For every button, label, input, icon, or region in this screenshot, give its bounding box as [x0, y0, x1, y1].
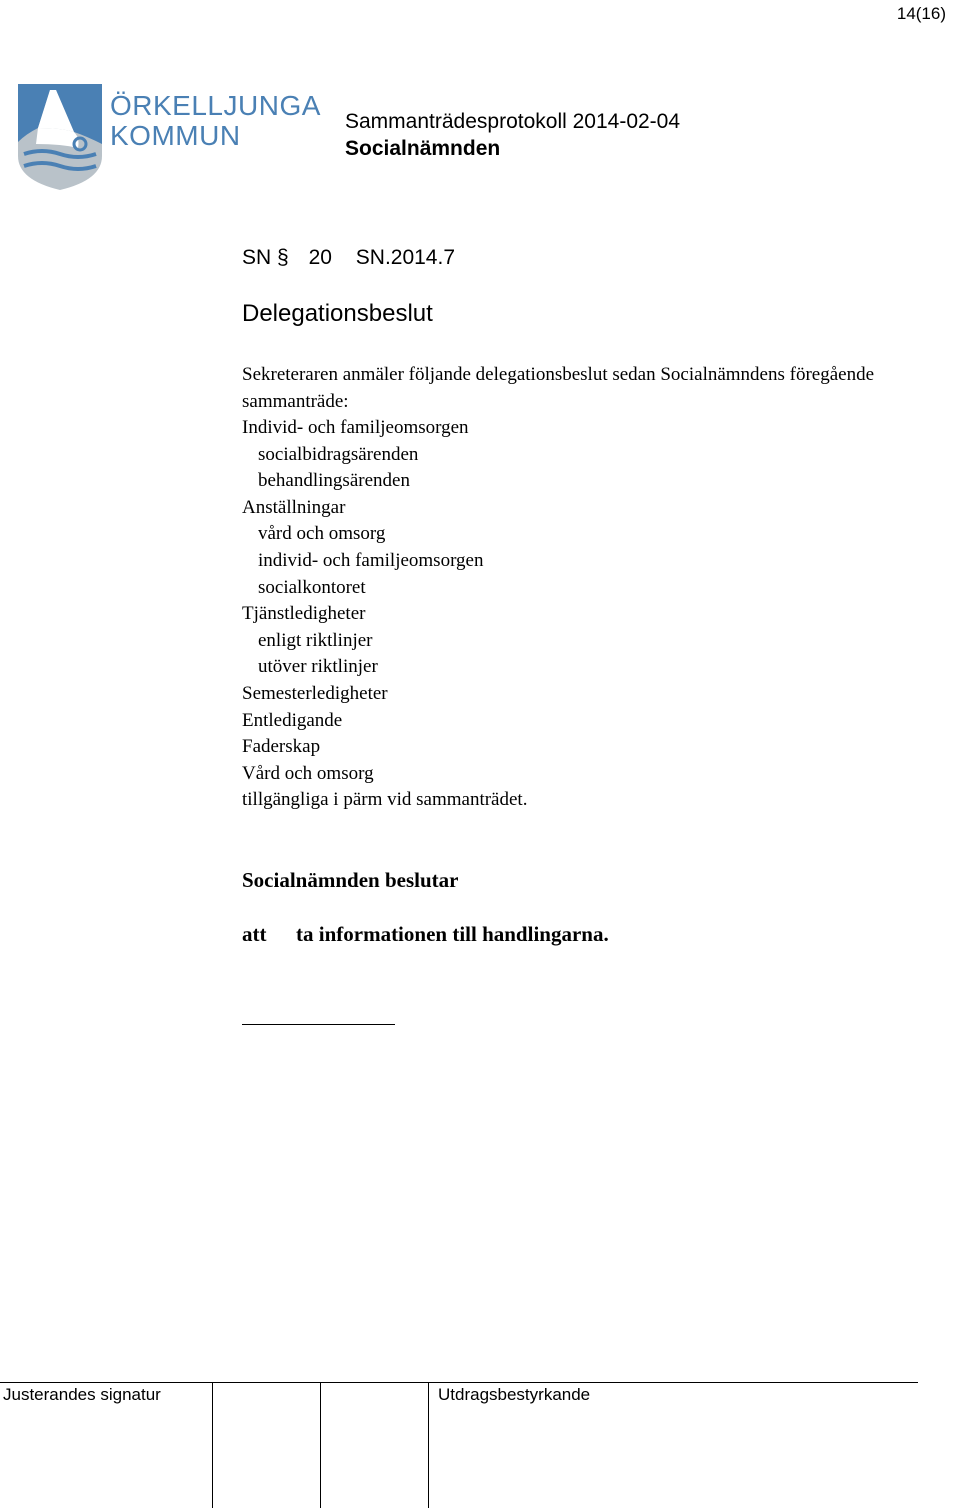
list-item: tillgängliga i pärm vid sammanträdet. — [242, 789, 528, 811]
case-prefix: SN — [242, 246, 272, 269]
decision — [242, 922, 609, 947]
list-item: individ- och familjeomsorgen — [258, 549, 484, 571]
decision-text: ta informationen till handlingarna. — [296, 922, 609, 946]
divider — [242, 1024, 395, 1025]
logo-text-line1: ÖRKELLJUNGA — [110, 90, 321, 121]
list-item: vård och omsorg — [258, 523, 386, 545]
list-item: enligt riktlinjer — [258, 629, 373, 651]
case-reference — [242, 246, 455, 270]
case-id: SN.2014.7 — [355, 246, 456, 269]
signature-box-divider — [320, 1382, 321, 1508]
protocol-title: Sammanträdesprotokoll 2014-02-04 — [345, 110, 681, 133]
delegation-list — [242, 415, 527, 814]
section-symbol: § — [277, 246, 289, 269]
list-item: utöver riktlinjer — [258, 656, 378, 678]
intro-text: Sekreteraren anmäler följande delegationsbeslut sedan Socialnämndens föregående sammanträde: — [242, 364, 875, 412]
decision-heading: Socialnämnden beslutar — [242, 868, 459, 892]
list-item: Entledigande — [242, 709, 343, 731]
section-heading: Delegationsbeslut — [242, 300, 433, 327]
list-item: Tjänstledigheter — [242, 603, 366, 625]
list-item: Anställningar — [242, 496, 346, 518]
list-item: Semesterledigheter — [242, 682, 388, 704]
list-item: Individ- och familjeomsorgen — [242, 417, 469, 438]
committee-name: Socialnämnden — [345, 137, 501, 160]
certification-label: Utdragsbestyrkande — [438, 1385, 591, 1404]
municipality-logo — [16, 84, 102, 190]
list-item: socialkontoret — [258, 576, 366, 598]
signature-box-divider — [428, 1382, 429, 1508]
list-item: socialbidragsärenden — [258, 443, 419, 465]
list-item: Vård och omsorg — [242, 762, 374, 784]
signature-label: Justerandes signatur — [3, 1385, 161, 1404]
page-number: 14(16) — [896, 4, 946, 23]
signature-box-divider — [212, 1382, 213, 1508]
list-item: behandlingsärenden — [258, 470, 410, 492]
footer-divider — [0, 1382, 918, 1383]
list-item: Faderskap — [242, 736, 321, 758]
section-number: 20 — [308, 246, 332, 269]
logo-text-line2: KOMMUN — [110, 120, 241, 151]
decision-att: att — [242, 922, 267, 946]
